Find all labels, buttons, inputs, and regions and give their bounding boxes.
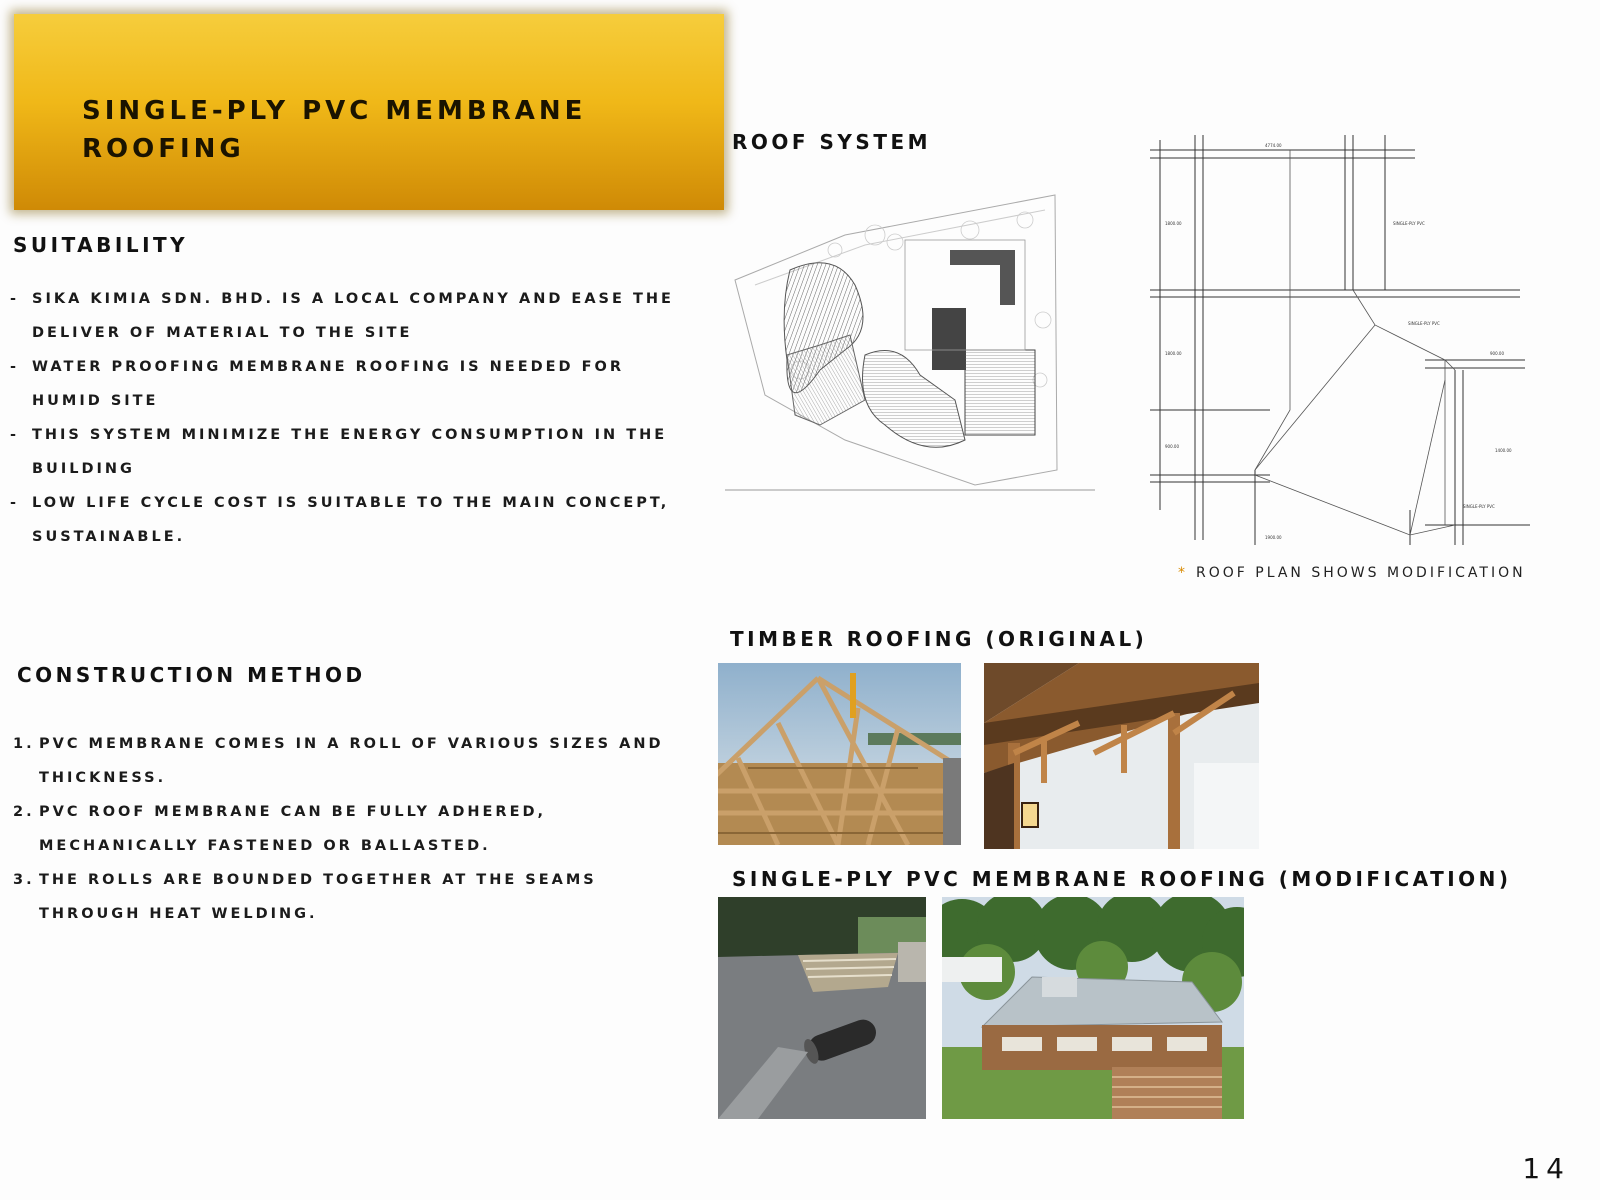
list-item: - THIS SYSTEM MINIMIZE THE ENERGY CONSUMPTION IN THE BUILDING	[10, 427, 668, 477]
timber-truss-photo	[718, 663, 961, 845]
list-item: - LOW LIFE CYCLE COST IS SUITABLE TO THE MAIN CONCEPT, SUSTAINABLE.	[10, 495, 670, 545]
svg-text:SINGLE-PLY PVC: SINGLE-PLY PVC	[1463, 504, 1495, 509]
svg-text:900.00: 900.00	[1490, 351, 1504, 356]
site-plan-drawing	[725, 190, 1105, 495]
roof-plan-caption: * ROOF PLAN SHOWS MODIFICATION	[1178, 565, 1526, 581]
construction-heading: CONSTRUCTION METHOD	[17, 663, 366, 687]
roof-system-heading: ROOF SYSTEM	[732, 130, 932, 154]
svg-text:SINGLE-PLY PVC: SINGLE-PLY PVC	[1393, 221, 1425, 226]
list-item: 1. PVC MEMBRANE COMES IN A ROLL OF VARIOUS SIZES AND THICKNESS.	[13, 736, 664, 786]
list-item: 2. PVC ROOF MEMBRANE CAN BE FULLY ADHERED, MECHANICALLY FASTENED OR BALLASTED.	[13, 804, 547, 854]
suitability-heading: SUITABILITY	[13, 233, 189, 257]
page-number: 14	[1522, 1152, 1570, 1185]
suitability-list	[10, 282, 690, 554]
list-item: - WATER PROOFING MEMBRANE ROOFING IS NEEDED FOR HUMID SITE	[10, 359, 625, 409]
timber-roofing-heading: TIMBER ROOFING (ORIGINAL)	[730, 627, 1148, 651]
svg-text:1400.00: 1400.00	[1495, 448, 1512, 453]
timber-eave-photo	[984, 663, 1259, 849]
svg-text:1800.00: 1800.00	[1165, 221, 1182, 226]
svg-text:1800.00: 1800.00	[1165, 351, 1182, 356]
membrane-roll-photo	[718, 897, 926, 1119]
page-title: SINGLE-PLY PVC MEMBRANE ROOFING	[82, 96, 587, 164]
list-item: - SIKA KIMIA SDN. BHD. IS A LOCAL COMPANY AND EASE THE DELIVER OF MATERIAL TO THE SITE	[10, 291, 674, 341]
construction-list	[13, 727, 693, 931]
title-banner	[14, 14, 724, 210]
svg-text:4774.00: 4774.00	[1265, 143, 1282, 148]
asterisk-icon: *	[1178, 565, 1188, 581]
pvc-house-photo	[942, 897, 1244, 1119]
svg-text:900.00: 900.00	[1165, 444, 1179, 449]
svg-text:SINGLE-PLY PVC: SINGLE-PLY PVC	[1408, 321, 1440, 326]
roof-plan-drawing	[1145, 130, 1545, 555]
pvc-roofing-heading: SINGLE-PLY PVC MEMBRANE ROOFING (MODIFICATION)	[732, 867, 1512, 891]
list-item: 3. THE ROLLS ARE BOUNDED TOGETHER AT THE SEAMS THROUGH HEAT WELDING.	[13, 872, 597, 922]
svg-text:1900.00: 1900.00	[1265, 535, 1282, 540]
